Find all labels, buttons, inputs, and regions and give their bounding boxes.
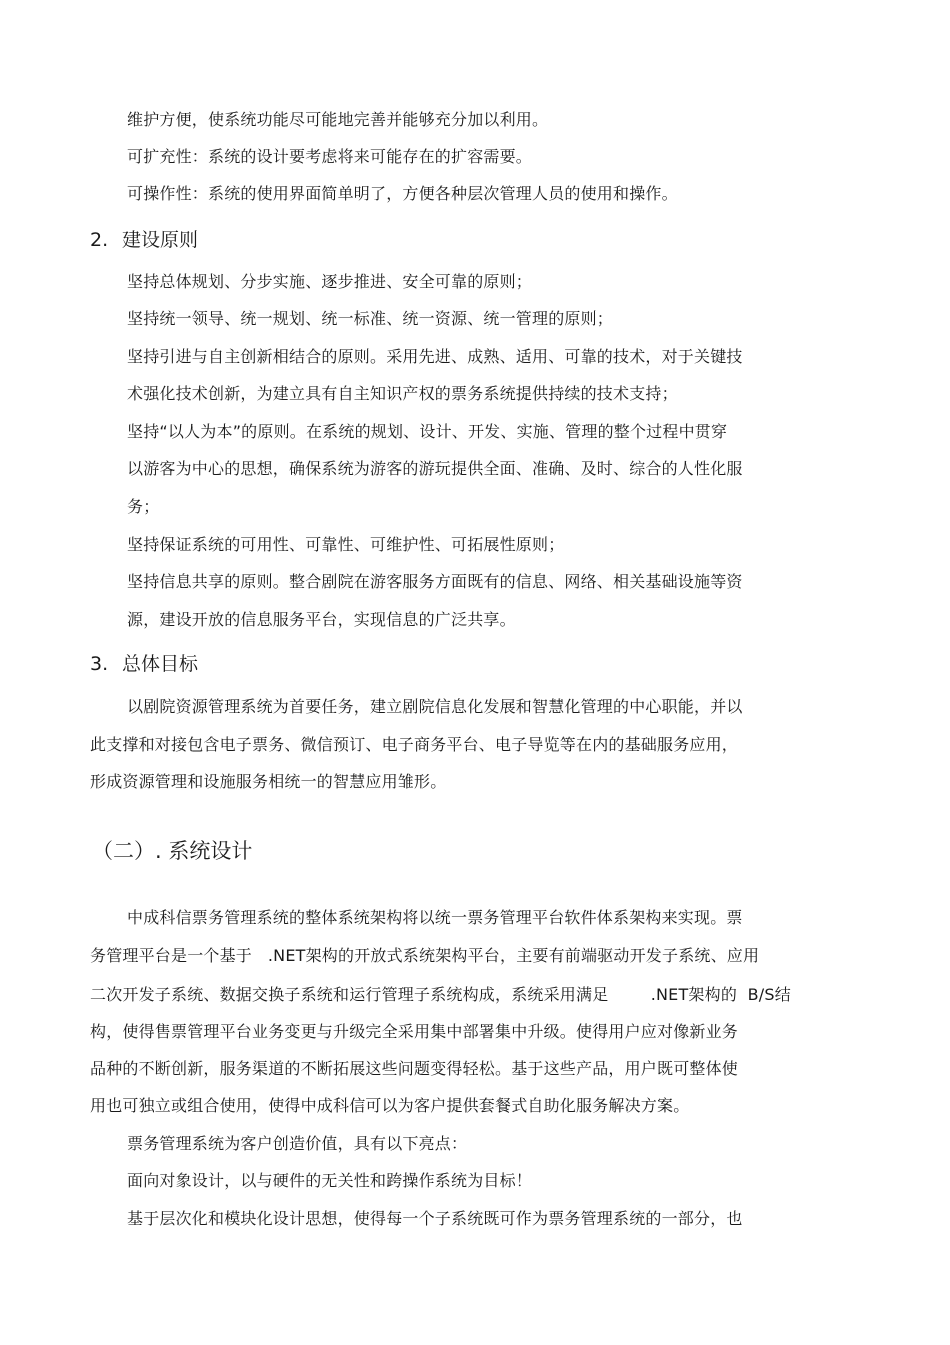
intro-line-2: 可扩充性：系统的设计要考虑将来可能存在的扩容需要。 xyxy=(127,147,533,166)
system-design-line: 构，使得售票管理平台业务变更与升级完全采用集中部署集中升级。使得用户应对像新业务 xyxy=(90,1022,739,1041)
section-2-number: 2. xyxy=(90,229,109,251)
system-design-line: 中成科信票务管理系统的整体系统架构将以统一票务管理平台软件体系架构来实现。票 xyxy=(127,908,743,927)
system-design-line: 二次开发子系统、数据交换子系统和运行管理子系统构成，系统采用满足 .NET架构的 B/S结 xyxy=(90,985,791,1004)
section-3-line: 以剧院资源管理系统为首要任务，建立剧院信息化发展和智慧化管理的中心职能，并以 xyxy=(127,697,743,716)
section-2-line: 术强化技术创新，为建立具有自主知识产权的票务系统提供持续的技术支持； xyxy=(127,384,678,403)
section-2-line: 坚持信息共享的原则。整合剧院在游客服务方面既有的信息、网络、相关基础设施等资 xyxy=(127,572,743,591)
section-2-line: 坚持保证系统的可用性、可靠性、可维护性、可拓展性原则； xyxy=(127,535,565,554)
section-3-line: 此支撑和对接包含电子票务、微信预订、电子商务平台、电子导览等在内的基础服务应用， xyxy=(90,735,739,754)
intro-line-3: 可操作性：系统的使用界面简单明了，方便各种层次管理人员的使用和操作。 xyxy=(127,184,678,203)
section-2-line: 务； xyxy=(127,497,160,516)
section-2-line: 坚持引进与自主创新相结合的原则。采用先进、成熟、适用、可靠的技术，对于关键技 xyxy=(127,347,743,366)
system-design-line: 务管理平台是一个基于 .NET架构的开放式系统架构平台，主要有前端驱动开发子系统、应用 xyxy=(90,946,760,965)
intro-line-1: 维护方便，使系统功能尽可能地完善并能够充分加以利用。 xyxy=(127,110,549,129)
section-2-title: 建设原则 xyxy=(122,229,199,251)
section-2-line: 源，建设开放的信息服务平台，实现信息的广泛共享。 xyxy=(127,610,516,629)
system-design-line: 票务管理系统为客户创造价值，具有以下亮点： xyxy=(127,1134,468,1153)
section-3-title: 总体目标 xyxy=(122,653,199,675)
system-design-line: 基于层次化和模块化设计思想，使得每一个子系统既可作为票务管理系统的一部分，也 xyxy=(127,1209,743,1228)
section-3-number: 3. xyxy=(90,653,109,675)
system-design-title: （二）. 系统设计 xyxy=(92,839,253,863)
section-2-line: 坚持“以人为本”的原则。在系统的规划、设计、开发、实施、管理的整个过程中贯穿 xyxy=(127,422,728,441)
system-design-line: 品种的不断创新，服务渠道的不断拓展这些问题变得轻松。基于这些产品，用户既可整体使 xyxy=(90,1059,739,1078)
section-3-line: 形成资源管理和设施服务相统一的智慧应用雏形。 xyxy=(90,772,447,791)
section-2-line: 以游客为中心的思想，确保系统为游客的游玩提供全面、准确、及时、综合的人性化服 xyxy=(127,459,743,478)
section-2-line: 坚持总体规划、分步实施、逐步推进、安全可靠的原则； xyxy=(127,272,533,291)
section-2-line: 坚持统一领导、统一规划、统一标准、统一资源、统一管理的原则； xyxy=(127,309,614,328)
section-3-heading xyxy=(90,652,198,676)
section-2-heading xyxy=(90,228,198,252)
system-design-line: 面向对象设计，以与硬件的无关性和跨操作系统为目标！ xyxy=(127,1171,533,1190)
system-design-line: 用也可独立或组合使用，使得中成科信可以为客户提供套餐式自助化服务解决方案。 xyxy=(90,1096,690,1115)
